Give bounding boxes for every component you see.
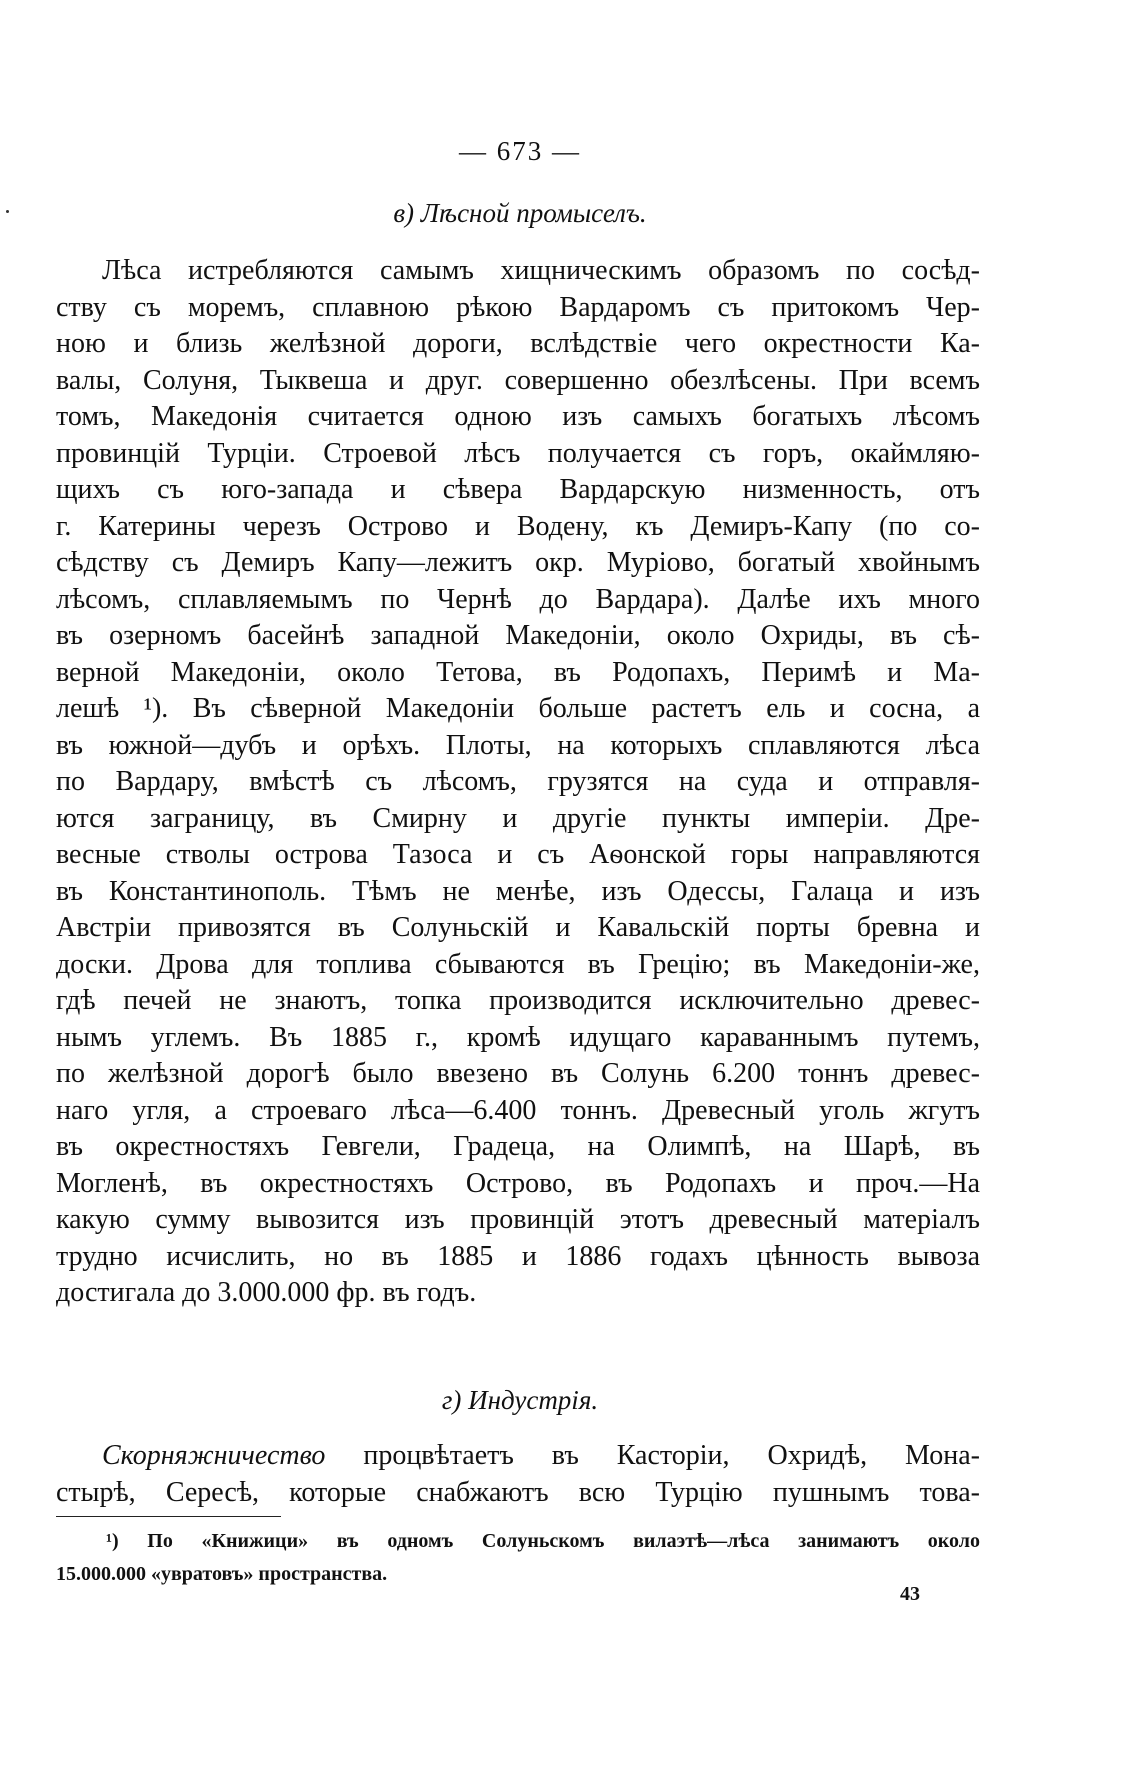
text-line: сѣдству съ Демиръ Капу—лежитъ окр. Муріово, богатый хвойнымъ [56, 547, 980, 578]
text-line: томъ, Македонія считается одною изъ самыхъ богатыхъ лѣсомъ [56, 401, 980, 432]
text-line: доски. Дрова для топлива сбываются въ Грецію; въ Македоніи-же, [56, 948, 980, 980]
text-line: въ окрестностяхъ Гевгели, Градеца, на Олимпѣ, на Шарѣ, въ [56, 1131, 980, 1162]
text-line: провинцій Турціи. Строевой лѣсъ получается съ горъ, окаймляю- [56, 437, 980, 469]
text-line: щихъ съ юго-запада и сѣвера Вардарскую низменность, отъ [56, 474, 980, 505]
text-line: наго угля, а строеваго лѣса—6.400 тоннъ. Древесный уголь жгутъ [56, 1094, 980, 1126]
text-line: трудно исчислить, но въ 1885 и 1886 годахъ цѣнность вывоза [56, 1240, 980, 1272]
text-line: лѣсомъ, сплавляемымъ по Чернѣ до Вардара). Далѣе ихъ много [56, 583, 980, 615]
text-line: достигала до 3.000.000 фр. въ годъ. [56, 1277, 477, 1308]
text-line: по желѣзной дорогѣ было ввезено въ Солунь 6.200 тоннъ древес- [56, 1058, 980, 1089]
footnote-line: 15.000.000 «увратовъ» пространства. [56, 1563, 388, 1585]
text-line: валы, Солуня, Тыквеша и друг. совершенно обезлѣсены. При всемъ [56, 364, 980, 396]
text-line: ною и близь желѣзной дороги, вслѣдствіе чего окрестности Ка- [56, 328, 980, 359]
text-line: въ озерномъ басейнѣ западной Македоніи, около Охриды, въ сѣ- [56, 620, 980, 651]
paragraph-forestry [56, 253, 980, 1312]
text-line: ству съ моремъ, сплавною рѣкою Вардаромъ съ притокомъ Чер- [56, 291, 980, 323]
section-heading-industry: г) Индустрія. [441, 1385, 599, 1415]
emphasized-term: Скорняжничество [102, 1440, 326, 1471]
page-number: — 673 — [459, 136, 581, 166]
text-line: въ Константинополь. Тѣмъ не менѣе, изъ Одессы, Галаца и изъ [56, 875, 980, 907]
text-line: въ южной—дубъ и орѣхъ. Плоты, на которыхъ сплавляются лѣса [56, 729, 980, 761]
text-line: лешѣ ¹). Въ сѣверной Македоніи больше растетъ ель и сосна, а [56, 693, 980, 724]
text-line: Лѣса истребляются самымъ хищническимъ образомъ по сосѣд- [102, 255, 980, 286]
signature-mark: 43 [900, 1583, 920, 1605]
footnote-divider [56, 1516, 281, 1517]
paragraph-industry [56, 1438, 980, 1511]
text-line: стырѣ, Сересѣ, которые снабжаютъ всю Турцію пушнымъ това- [56, 1476, 980, 1508]
footnote-line: ¹) По «Книжици» въ одномъ Солуньскомъ вилаэтѣ—лѣса занимаютъ около [106, 1530, 980, 1552]
text-line: гдѣ печей не знаютъ, топка производится исключительно древес- [56, 985, 980, 1016]
footnote [56, 1525, 980, 1591]
text-line: весные стволы острова Тазоса и съ Аѳонской горы направляются [56, 839, 980, 870]
text-line: верной Македоніи, около Тетова, въ Родопахъ, Перимѣ и Ма- [56, 656, 980, 688]
text-line: по Вардару, вмѣстѣ съ лѣсомъ, грузятся на суда и отправля- [56, 766, 980, 797]
text-line [56, 1438, 980, 1475]
text-fragment: процвѣтаетъ въ Касторіи, Охридѣ, Мона- [325, 1440, 980, 1471]
text-line: ются заграницу, въ Смирну и другіе пункты имперіи. Дре- [56, 802, 980, 834]
text-line: г. Катерины черезъ Острово и Водену, къ Демиръ-Капу (по со- [56, 510, 980, 542]
section-heading-forestry: в) Лѣсной промыселъ. [393, 198, 647, 228]
text-line: нымъ углемъ. Въ 1885 г., кромѣ идущаго караваннымъ путемъ, [56, 1021, 980, 1053]
text-line: Австріи привозятся въ Солуньскій и Кавальскій порты бревна и [56, 912, 980, 943]
text-line: какую сумму вывозится изъ провинцій этотъ древесный матеріалъ [56, 1204, 980, 1235]
text-line: Могленѣ, въ окрестностяхъ Острово, въ Родопахъ и проч.—На [56, 1167, 980, 1199]
